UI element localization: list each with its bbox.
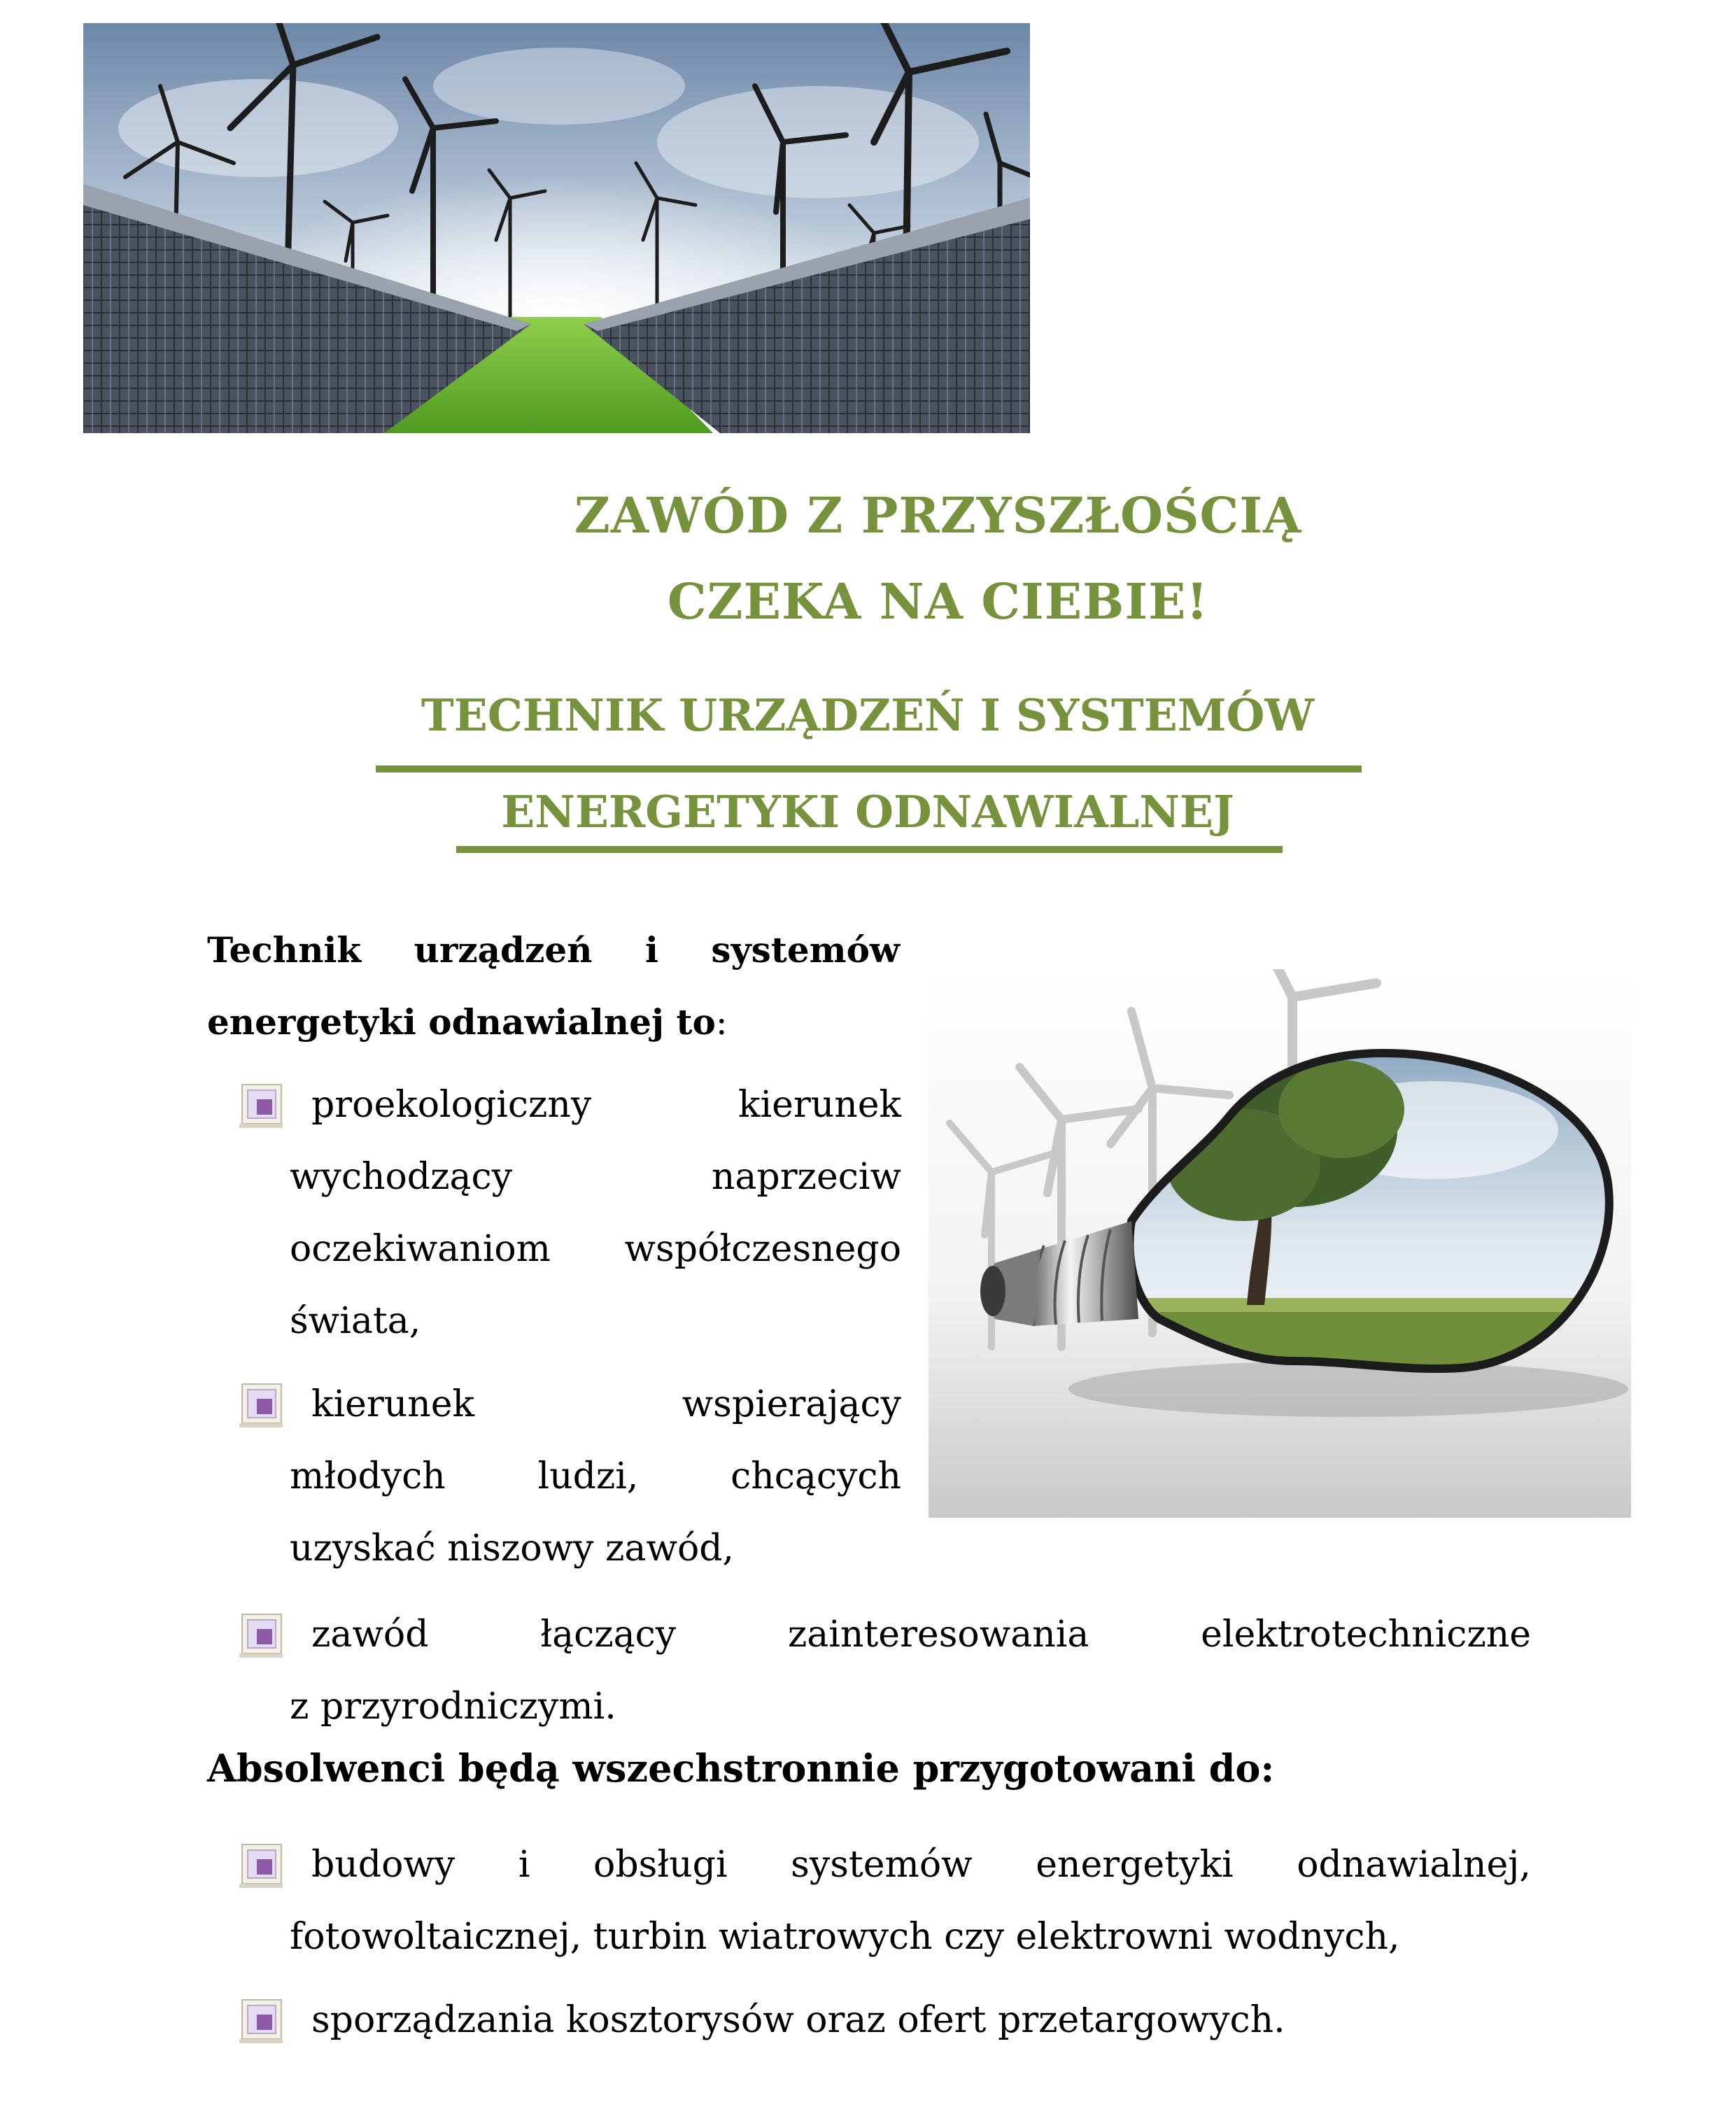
intro-bold-text: energetyki odnawialnej to xyxy=(207,1001,716,1043)
graduates-heading: Absolwenci będą wszechstronnie przygotowani do: xyxy=(207,1746,1275,1791)
headline-line-2: CZEKA NA CIEBIE! xyxy=(667,572,1209,630)
lightbulb-tree-image xyxy=(929,969,1631,1518)
subtitle-line-1: TECHNIK URZĄDZEŃ I SYSTEMÓW xyxy=(421,689,1315,741)
word: wspierający xyxy=(682,1383,901,1425)
list-line: uzyskać niszowy zawód, xyxy=(290,1528,735,1570)
list-line xyxy=(238,1441,901,1513)
intro-word: systemów xyxy=(711,929,900,971)
list-line xyxy=(238,1141,901,1213)
list-item xyxy=(238,1599,1531,1743)
word: energetyki xyxy=(1036,1844,1234,1886)
word: budowy xyxy=(311,1844,456,1886)
list-line: świata, xyxy=(290,1300,421,1342)
word: systemów xyxy=(791,1844,973,1886)
word: odnawialnej, xyxy=(1297,1844,1531,1886)
banner-solar-wind-image xyxy=(83,23,1030,433)
intro-word: i xyxy=(644,929,658,971)
graduate-skills-list xyxy=(238,1829,1531,2057)
word: i xyxy=(518,1844,530,1886)
word: młodych xyxy=(290,1455,446,1497)
banner-illustration xyxy=(83,23,1030,433)
intro-word: Technik xyxy=(207,929,362,971)
subtitle-underline-1 xyxy=(376,766,1362,773)
word: kierunek xyxy=(311,1383,475,1425)
word: współczesnego xyxy=(624,1228,901,1270)
word: oczekiwaniom xyxy=(290,1228,551,1270)
list-line: fotowoltaicznej, turbin wiatrowych czy elektrowni wodnych, xyxy=(290,1916,1400,1958)
square-bullet-icon xyxy=(238,1997,288,2046)
list-item xyxy=(238,1069,901,1357)
word: zainteresowania xyxy=(787,1614,1089,1656)
list-line: z przyrodniczymi. xyxy=(290,1686,616,1728)
word: elektrotechniczne xyxy=(1201,1614,1531,1656)
word: kierunek xyxy=(738,1084,901,1126)
list-line: sporządzania kosztorysów oraz ofert przetargowych. xyxy=(311,1999,1285,2041)
list-line xyxy=(238,1369,901,1441)
list-item xyxy=(238,1829,1531,1973)
feature-list-1 xyxy=(238,1069,901,1585)
list-line xyxy=(238,1213,901,1285)
list-line xyxy=(238,1829,1531,1901)
subtitle-underline-2 xyxy=(456,846,1283,853)
square-bullet-icon xyxy=(238,1082,288,1131)
word: ludzi, xyxy=(537,1455,639,1497)
intro-line-2 xyxy=(207,986,900,1059)
word: chcących xyxy=(731,1455,901,1497)
intro-word: urządzeń xyxy=(414,929,593,971)
word: obsługi xyxy=(593,1844,728,1886)
word: łączący xyxy=(540,1614,677,1656)
list-line xyxy=(238,1069,901,1141)
subtitle-line-2: ENERGETYKI ODNAWIALNEJ xyxy=(501,786,1234,838)
bulb-illustration xyxy=(929,969,1631,1518)
word: naprzeciw xyxy=(711,1156,901,1198)
list-item xyxy=(238,1984,1531,2057)
list-item xyxy=(238,1369,901,1585)
intro-paragraph xyxy=(207,914,900,1059)
intro-colon: : xyxy=(715,1002,728,1043)
list-line xyxy=(238,1599,1531,1671)
word: zawód xyxy=(311,1614,429,1656)
square-bullet-icon xyxy=(238,1381,288,1430)
word: proekologiczny xyxy=(311,1084,592,1126)
square-bullet-icon xyxy=(238,1842,288,1891)
headline-line-1: ZAWÓD Z PRZYSZŁOŚCIĄ xyxy=(574,486,1302,544)
intro-line-1 xyxy=(207,914,900,986)
feature-list-2 xyxy=(238,1599,1531,1743)
word: wychodzący xyxy=(290,1156,512,1198)
square-bullet-icon xyxy=(238,1611,288,1660)
